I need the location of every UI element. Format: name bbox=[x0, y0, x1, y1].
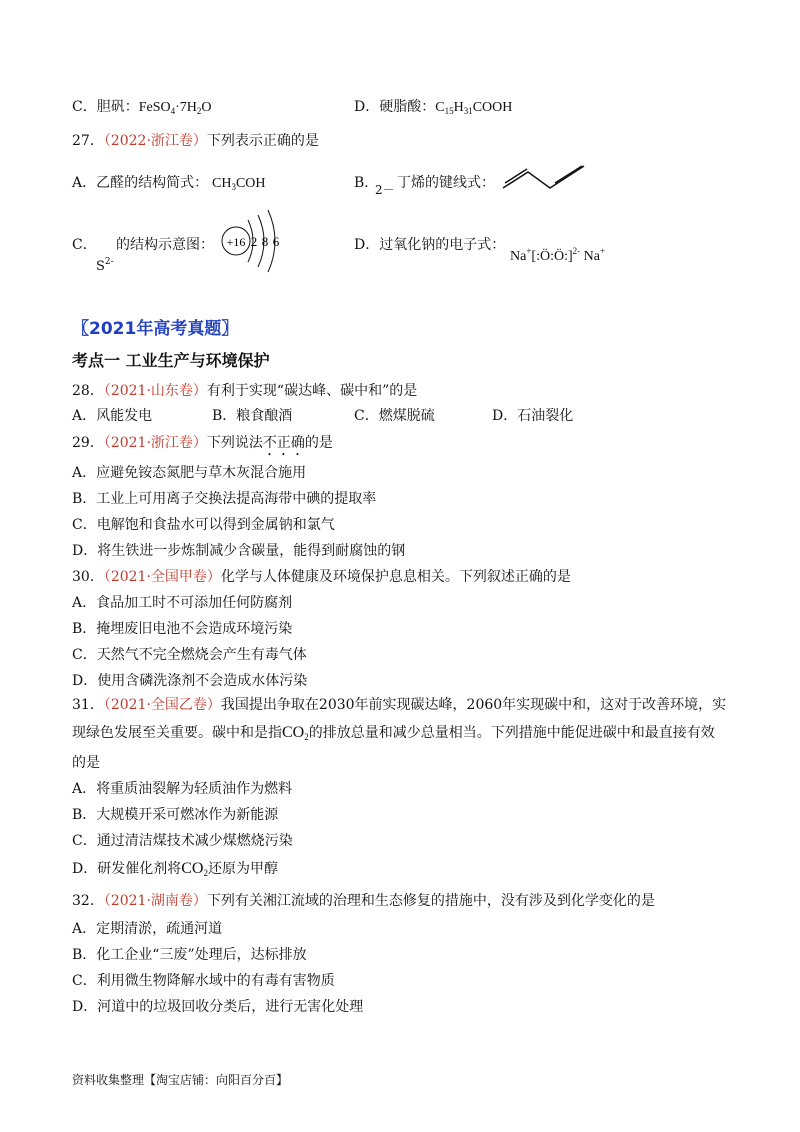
q28-option-d: D．石油裂化 bbox=[492, 408, 574, 424]
q27-option-c bbox=[72, 234, 97, 254]
q26-option-d bbox=[354, 96, 512, 116]
question-number: 32． bbox=[72, 893, 104, 909]
option-label: C． bbox=[72, 237, 97, 253]
question-text: 下列说法 bbox=[206, 435, 263, 451]
question-text: 下列表示正确的是 bbox=[206, 133, 319, 149]
question-text: 现绿色发展至关重要。碳中和是指 bbox=[72, 725, 282, 741]
q28-option-b: B．粮食酿酒 bbox=[212, 408, 293, 424]
question-number: 29． bbox=[72, 435, 104, 451]
q27-option-a bbox=[72, 172, 208, 192]
q32-option-a: A．定期清淤，疏通河道 bbox=[72, 921, 223, 937]
q29-option-b: B．工业上可用离子交换法提高海带中碘的提取率 bbox=[72, 491, 377, 507]
q26-option-c bbox=[72, 96, 212, 116]
co2-formula: $CO_2$ bbox=[181, 860, 208, 878]
formula: $C_{15}H_{31}COOH$ bbox=[435, 100, 513, 116]
question-text: 下列有关湘江流域的治理和生态修复的措施中，没有涉及到化学变化的是 bbox=[206, 893, 655, 909]
butene-skeletal-diagram bbox=[498, 158, 594, 192]
q30-option-d: D．使用含磷洗涤剂不会造成水体污染 bbox=[72, 673, 308, 689]
sulfide-ion: $S^{2-}$ bbox=[96, 257, 114, 274]
q31-stem-line1 bbox=[72, 694, 726, 714]
q31-option-d bbox=[72, 858, 278, 878]
q31-option-b: B．大规模开采可燃冰作为新能源 bbox=[72, 807, 279, 823]
sulfide-ion-structure-diagram bbox=[210, 206, 294, 274]
acetaldehyde-formula: $CH_3COH$ bbox=[212, 176, 266, 192]
question-number: 28． bbox=[72, 383, 104, 399]
question-source: （2021·全国乙卷） bbox=[103, 697, 221, 713]
question-number: 31． bbox=[72, 697, 104, 713]
q31-option-c: C．通过清洁煤技术减少煤燃烧污染 bbox=[72, 833, 293, 849]
q32-option-b: B．化工企业“三废”处理后，达标排放 bbox=[72, 947, 307, 963]
option-label: B． bbox=[354, 175, 379, 191]
question-source: （2021·湖南卷） bbox=[103, 893, 207, 909]
q30-option-c: C．天然气不完全燃烧会产生有毒气体 bbox=[72, 647, 307, 663]
q31-stem-line3: 的是 bbox=[72, 755, 100, 771]
page-footer: 资料收集整理【淘宝店铺：向阳百分百】 bbox=[72, 1073, 289, 1087]
butene-label: 丁烯的键线式： bbox=[397, 175, 495, 191]
q27-stem bbox=[72, 130, 319, 150]
q27-option-d bbox=[354, 234, 505, 254]
q32-option-d: D．河道中的垃圾回收分类后，进行无害化处理 bbox=[72, 999, 364, 1015]
year-banner: 〖2021年高考真题〗 bbox=[72, 319, 239, 339]
q29-option-c: C．电解饱和食盐水可以得到金属钠和氯气 bbox=[72, 517, 335, 533]
option-label: C．胆矾： bbox=[72, 99, 139, 115]
q30-option-b: B．掩埋废旧电池不会造成环境污染 bbox=[72, 621, 293, 637]
option-text-end: 还原为甲醇 bbox=[207, 861, 278, 877]
q30-option-a: A．食品加工时不可添加任何防腐剂 bbox=[72, 595, 293, 611]
ion-structure-label: 的结构示意图： bbox=[116, 237, 214, 253]
q29-option-d: D．将生铁进一步炼制减少含碳量，能得到耐腐蚀的钢 bbox=[72, 543, 406, 559]
q32-option-c: C．利用微生物降解水域中的有毒有害物质 bbox=[72, 973, 335, 989]
question-number: 27． bbox=[72, 133, 104, 149]
q28-stem bbox=[72, 380, 417, 400]
question-source: （2021·山东卷） bbox=[103, 383, 207, 399]
q30-stem bbox=[72, 566, 571, 586]
q31-option-a: A．将重质油裂解为轻质油作为燃料 bbox=[72, 781, 293, 797]
question-source: （2021·全国甲卷） bbox=[103, 569, 221, 585]
question-text: 化学与人体健康及环境保护息息相关。下列叙述正确的是 bbox=[220, 569, 571, 585]
option-label: D．过氧化钠的电子式： bbox=[354, 237, 506, 253]
nucleus-charge: +16 bbox=[226, 235, 246, 249]
question-source: （2022·浙江卷） bbox=[103, 133, 207, 149]
q28-option-c: C．燃煤脱硫 bbox=[354, 408, 435, 424]
co2-formula: $CO_2$ bbox=[282, 724, 309, 742]
q28-option-a: A．风能发电 bbox=[72, 408, 153, 424]
shell-3-electrons: 6 bbox=[272, 234, 280, 249]
q32-stem bbox=[72, 890, 655, 910]
shell-1-electrons: 2 bbox=[250, 234, 258, 249]
q29-option-a: A．应避免铵态氮肥与草木灰混合施用 bbox=[72, 465, 307, 481]
sodium-peroxide-electron-formula: Na+[:Ö:Ö:]$^{2-}$ Na+ bbox=[510, 246, 606, 264]
shell-2-electrons: 8 bbox=[261, 234, 269, 249]
formula: $FeSO_4\cdot 7H_2O$ bbox=[138, 100, 212, 116]
option-label: A．乙醛的结构简式： bbox=[72, 175, 209, 191]
q29-stem bbox=[72, 432, 333, 459]
question-text-end: 的是 bbox=[304, 435, 333, 451]
question-text: 我国提出争取在2030年前实现碳达峰，2060年实现碳中和，这对于改善环境，实 bbox=[220, 697, 727, 713]
option-label: D．硬脂酸： bbox=[354, 99, 436, 115]
emphasized-text: 不正确 bbox=[262, 435, 305, 451]
question-number: 30． bbox=[72, 569, 104, 585]
question-text: 有利于实现“碳达峰、碳中和”的是 bbox=[206, 383, 418, 399]
question-text-continued: 的排放总量和减少总量相当。下列措施中能促进碳中和最直接有效 bbox=[308, 725, 715, 741]
q31-stem-line2 bbox=[72, 722, 715, 742]
butene-prefix: 2－ bbox=[375, 183, 395, 197]
section-title: 考点一 工业生产与环境保护 bbox=[72, 351, 270, 370]
option-text: D．研发催化剂将 bbox=[72, 861, 182, 877]
question-source: （2021·浙江卷） bbox=[103, 435, 207, 451]
